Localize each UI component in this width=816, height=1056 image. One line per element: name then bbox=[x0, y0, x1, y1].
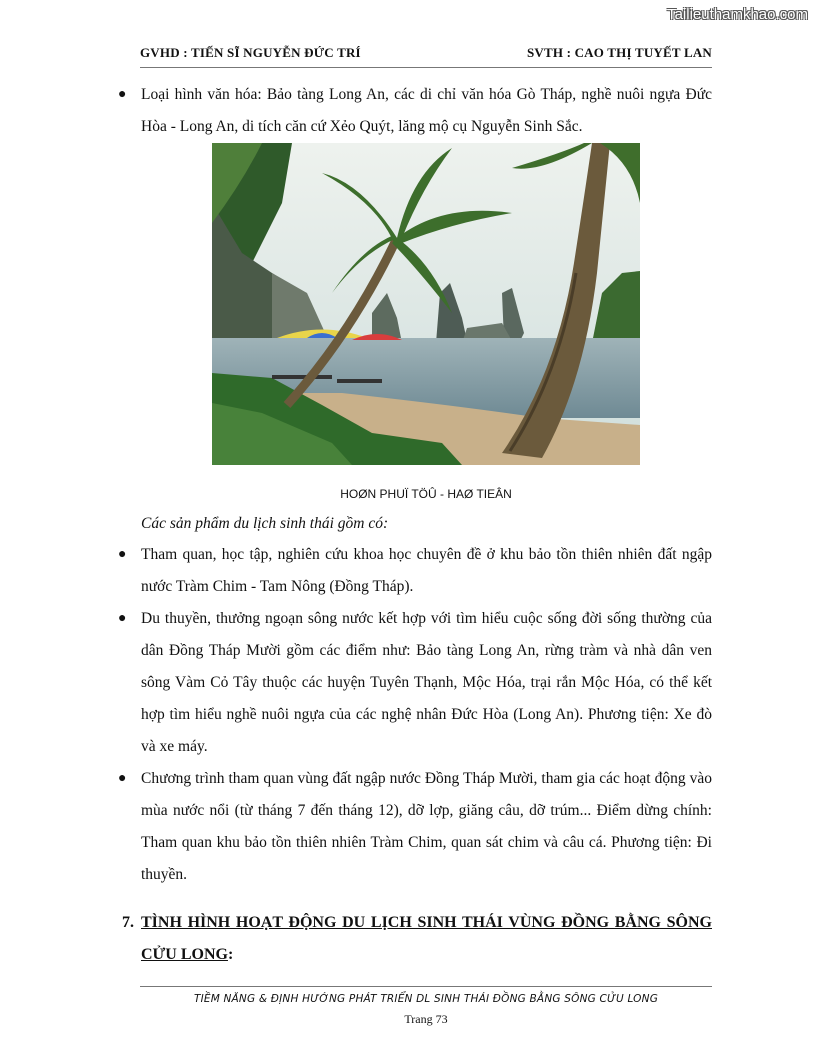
list-item bbox=[118, 539, 712, 603]
beach-photo bbox=[212, 143, 640, 465]
bullet-icon: ● bbox=[118, 611, 127, 626]
list-item-text: Tham quan, học tập, nghiên cứu khoa học chuyên đề ở khu bảo tồn thiên nhiên đất ngập nước Tràm Chim - Tam Nông (Đồng Tháp). bbox=[141, 546, 712, 595]
footer-divider bbox=[140, 986, 712, 987]
page-header bbox=[140, 45, 712, 61]
section-heading bbox=[122, 907, 712, 971]
bullet-icon: ● bbox=[118, 547, 127, 562]
bullet-icon: ● bbox=[118, 87, 127, 102]
intro-bullet-text: Loại hình văn hóa: Bảo tàng Long An, các di chỉ văn hóa Gò Tháp, nghề nuôi ngựa Đức Hòa - Long An, di tích căn cứ Xẻo Quýt, lăng mộ cụ Nguyễn Sinh Sắc. bbox=[141, 86, 712, 135]
section-number: 7. bbox=[122, 914, 134, 931]
bullet-icon: ● bbox=[118, 771, 127, 786]
footer-title: TIỀM NĂNG & ĐỊNH HƯỚNG PHÁT TRIỂN DL SINH THÁI ĐỒNG BẰNG SÔNG CỬU LONG bbox=[193, 993, 659, 1005]
list-item bbox=[118, 603, 712, 763]
header-divider bbox=[140, 67, 712, 68]
subheading: Các sản phẩm du lịch sinh thái gồm có: bbox=[141, 515, 389, 532]
list-item bbox=[118, 763, 712, 891]
intro-bullet bbox=[118, 79, 712, 143]
page-number: Trang 73 bbox=[404, 1012, 448, 1026]
watermark: Tailieuthamkhao.com bbox=[667, 6, 808, 23]
section-title: TÌNH HÌNH HOẠT ĐỘNG DU LỊCH SINH THÁI VÙNG ĐỒNG BẰNG SÔNG CỬU LONG bbox=[141, 914, 712, 963]
tropical-beach-photo-icon bbox=[212, 143, 640, 465]
section-title-colon: : bbox=[227, 946, 234, 963]
header-supervisor: GVHD : TIẾN SĨ NGUYỄN ĐỨC TRÍ bbox=[140, 45, 361, 60]
list-item-text: Du thuyền, thưởng ngoạn sông nước kết hợp với tìm hiểu cuộc sống đời sống thường của dân Đồng Tháp Mười gồm các điểm như: Bảo tàng Long An, rừng tràm và nhà dân ven sông Vàm Cỏ Tây thuộc các huyện Tuyên Thạnh, Mộc Hóa, trại rắn Mộc Hóa, có thể kết hợp tìm hiểu nghề nuôi ngựa của các nghệ nhân Đức Hòa (Long An). Phương tiện: Xe đò và xe máy. bbox=[141, 610, 712, 755]
photo-caption: HOØN PHUÏ TÖÛ - HAØ TIEÂN bbox=[340, 487, 512, 501]
list-item-text: Chương trình tham quan vùng đất ngập nước Đồng Tháp Mười, tham gia các hoạt động vào mùa nước nổi (từ tháng 7 đến tháng 12), dỡ lợp, giăng câu, dỡ trúm... Điểm dừng chính: Tham quan khu bảo tồn thiên nhiên Tràm Chim, quan sát chim và câu cá. Phương tiện: Đi thuyền. bbox=[141, 770, 712, 883]
header-student: SVTH : CAO THỊ TUYẾT LAN bbox=[526, 45, 712, 60]
